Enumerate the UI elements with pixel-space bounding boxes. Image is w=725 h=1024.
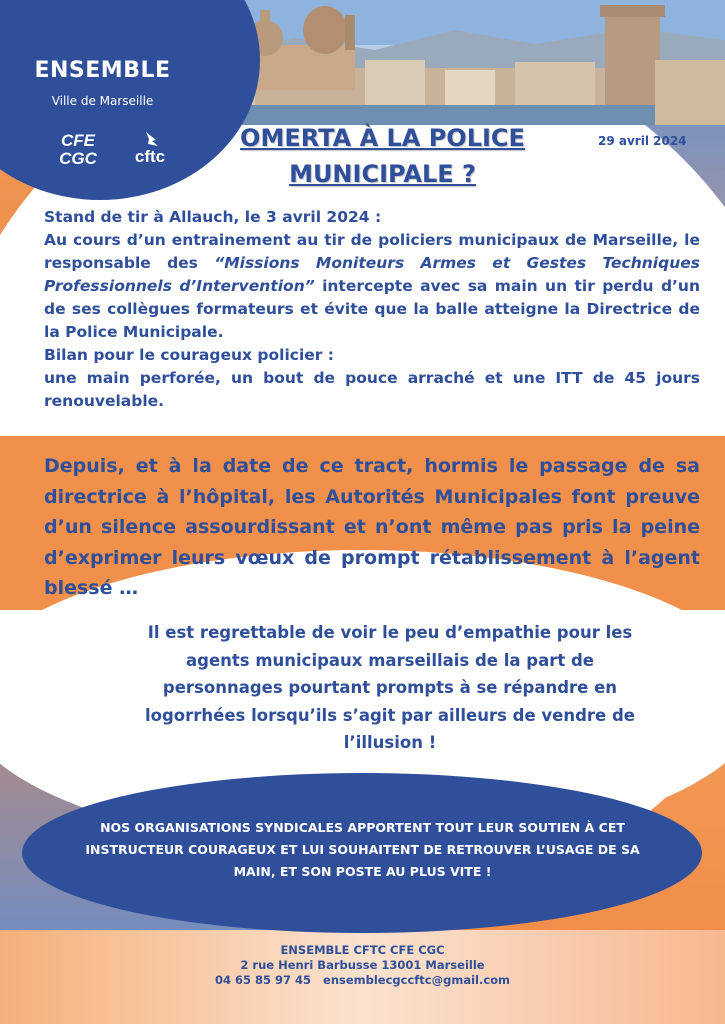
marseille-photo [215,0,725,125]
banner-line-1: NOS ORGANISATIONS SYNDICALES APPORTENT TOUT LEUR SOUTIEN À CET [100,820,625,835]
incident-body-outro: intercepte avec sa main un tir perdu d’un de ses collègues formateurs et évite que la balle atteigne la Directrice de la Police Municipale. [44,277,700,341]
bilan-heading: Bilan pour le courageux policier : [44,346,335,364]
org-name: ENSEMBLE [34,58,171,83]
banner-line-2: INSTRUCTEUR COURAGEUX ET LUI SOUHAITENT DE RETROUVER L’USAGE DE SA [85,842,640,857]
publication-date: 29 avril 2024 [598,134,687,148]
incident-body-intro: Au cours d’un entrainement au tir de policiers municipaux de Marseille, le responsable des [44,231,700,272]
silence-paragraph: Depuis, et à la date de ce tract, hormis le passage de sa directrice à l’hôpital, les Autorités Municipales font preuve d’un silence assourdissant et n’ont même pas pris la peine d’exprimer leurs vœux de prompt rétablissement à l’agent blessé … [44,455,700,599]
page-title: OMERTA À LA POLICE MUNICIPALE ? [240,124,525,188]
footer-contact [200,943,525,988]
empathy-line-2: agents municipaux marseillais de la part de [186,650,594,670]
footer-address: 2 rue Henri Barbusse 13001 Marseille [240,958,485,972]
org-subtitle: Ville de Marseille [51,94,154,108]
empathy-line-3: personnages pourtant prompts à se répandre en [162,678,618,697]
cfe-logo-text: CFE [61,131,95,150]
footer-email[interactable]: ensemblecgccftc@gmail.com [323,973,511,987]
bilan-text: une main perforée, un bout de pouce arraché et une ITT de 45 jours renouvelable. [44,369,700,410]
dove-icon [146,132,158,146]
incident-body [44,229,700,344]
empathy-line-5: l’illusion ! [343,733,437,752]
footer-contact-line [200,973,525,988]
cfe-cgc-logo-icon [48,128,108,170]
empathy-paragraph [120,619,660,757]
empathy-line-1: Il est regrettable de voir le peu d’empathie pour les [147,623,633,642]
cgc-logo-text: CGC [59,149,97,168]
footer-phone: 04 65 85 97 45 [214,973,311,987]
cftc-logo-icon [118,128,188,170]
incident-section [44,206,700,413]
footer-org: ENSEMBLE CFTC CFE CGC [280,943,445,957]
mission-title: “Missions Moniteurs Armes et Gestes Techniques Professionnels d’Intervention” [44,254,700,295]
banner-line-3: MAIN, ET SON POSTE AU PLUS VITE ! [233,864,492,879]
cftc-logo-text: cftc [134,147,166,166]
incident-heading: Stand de tir à Allauch, le 3 avril 2024 : [44,208,382,226]
support-banner [60,817,665,883]
empathy-line-4: logorrhées lorsqu’ils s’agit par ailleurs de vendre de [145,705,635,725]
city-skyline-image [215,0,725,125]
